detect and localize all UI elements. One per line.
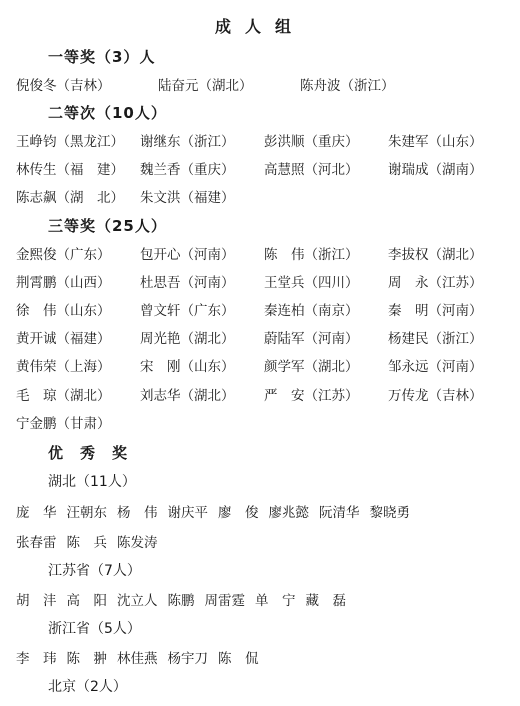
winner-name: 谢瑞成（湖南）: [388, 162, 483, 178]
winner-name: 陈 兵: [66, 535, 107, 551]
winner-name: 宋 刚（山东）: [140, 359, 235, 375]
winner-name: 林传生（福 建）: [16, 162, 124, 178]
winner-name: 倪俊冬（吉林）: [16, 78, 111, 94]
winner-name: 李拔权（湖北）: [388, 247, 483, 263]
winner-name: 王峥钧（黑龙江）: [16, 134, 124, 150]
winner-name: 秦 明（河南）: [388, 303, 483, 319]
name-row: [16, 70, 516, 98]
winner-name: 谢庆平: [167, 505, 208, 521]
winner-name: 杨宇刀: [167, 651, 208, 667]
winner-name: 黄开诚（福建）: [16, 331, 111, 347]
winner-name: 彭洪顺（重庆）: [264, 134, 359, 150]
winner-name: 黄伟荣（上海）: [16, 359, 111, 375]
name-row: [16, 527, 516, 555]
winner-name: 林佳燕: [117, 651, 158, 667]
winner-name: 胡 沣: [16, 593, 57, 609]
winner-name: 杨 伟: [117, 505, 158, 521]
name-row: [16, 295, 516, 323]
name-row: [16, 239, 516, 267]
name-row: [16, 182, 516, 210]
name-row: [16, 497, 516, 525]
winner-name: 蔚陆军（河南）: [264, 331, 359, 347]
winner-name: 杜思吾（河南）: [140, 275, 235, 291]
winner-name: 陆奋元（湖北）: [158, 78, 253, 94]
winner-name: 黎晓勇: [369, 505, 410, 521]
winner-name: 包开心（河南）: [140, 247, 235, 263]
winner-name: 荆霄鹏（山西）: [16, 275, 111, 291]
winner-name: 廖兆懿: [268, 505, 309, 521]
winner-name: 张春雷: [16, 535, 57, 551]
winner-name: 万传龙（吉林）: [388, 388, 483, 404]
name-row: [16, 126, 516, 154]
winner-name: 谢继东（浙江）: [140, 134, 235, 150]
winner-name: 周光艳（湖北）: [140, 331, 235, 347]
winner-name: 毛 琼（湖北）: [16, 388, 111, 404]
winner-name: 高慧照（河北）: [264, 162, 359, 178]
region-heading: 湖北（11人）: [48, 474, 136, 490]
winner-name: 李 玮: [16, 651, 57, 667]
winner-name: 庞 华: [16, 505, 57, 521]
winner-name: 曾文轩（广东）: [140, 303, 235, 319]
winner-name: 徐 伟（山东）: [16, 303, 111, 319]
page-title: 成人组: [214, 17, 305, 36]
winner-name: 藏 磊: [305, 593, 346, 609]
winner-name: 朱文洪（福建）: [140, 190, 235, 206]
name-row: [16, 267, 516, 295]
winner-name: 魏兰香（重庆）: [140, 162, 235, 178]
name-row: [16, 643, 516, 671]
region-heading: 北京（2人）: [48, 679, 127, 695]
winner-name: 陈 翀: [66, 651, 107, 667]
winner-name: 陈 侃: [218, 651, 259, 667]
region-heading: 江苏省（7人）: [48, 563, 141, 579]
section-heading-first-prize: 一等奖（3）人: [48, 47, 156, 66]
winner-name: 汪朝东: [66, 505, 107, 521]
winner-name: 沈立人: [117, 593, 158, 609]
winner-name: 单 宁: [255, 593, 296, 609]
winner-name: 宁金鹏（甘肃）: [16, 416, 111, 432]
winner-name: 颜学军（湖北）: [264, 359, 359, 375]
winner-name: 秦连柏（南京）: [264, 303, 359, 319]
region-heading: 浙江省（5人）: [48, 621, 141, 637]
winner-name: 周 永（江苏）: [388, 275, 483, 291]
name-row: [16, 323, 516, 351]
winner-name: 廖 俊: [218, 505, 259, 521]
section-heading-second-prize: 二等次（10人）: [48, 103, 167, 122]
winner-name: 严 安（江苏）: [264, 388, 359, 404]
name-row: [16, 154, 516, 182]
winner-name: 邹永远（河南）: [388, 359, 483, 375]
winner-name: 金熙俊（广东）: [16, 247, 111, 263]
winner-name: 周雷霆: [204, 593, 245, 609]
name-row: [16, 408, 516, 436]
name-row: [16, 380, 516, 408]
winner-name: 陈志飙（湖 北）: [16, 190, 124, 206]
name-row: [16, 351, 516, 379]
section-heading-excellence-award: 优 秀 奖: [48, 443, 129, 462]
winner-name: 陈发涛: [117, 535, 158, 551]
name-row: [16, 585, 516, 613]
winner-name: 阮清华: [319, 505, 360, 521]
winner-name: 高 阳: [66, 593, 107, 609]
winner-name: 陈鹏: [167, 593, 195, 609]
winner-name: 朱建军（山东）: [388, 134, 483, 150]
winner-name: 刘志华（湖北）: [140, 388, 235, 404]
winner-name: 王堂兵（四川）: [264, 275, 359, 291]
winner-name: 陈舟波（浙江）: [300, 78, 395, 94]
section-heading-third-prize: 三等奖（25人）: [48, 216, 167, 235]
winner-name: 陈 伟（浙江）: [264, 247, 359, 263]
winner-name: 杨建民（浙江）: [388, 331, 483, 347]
